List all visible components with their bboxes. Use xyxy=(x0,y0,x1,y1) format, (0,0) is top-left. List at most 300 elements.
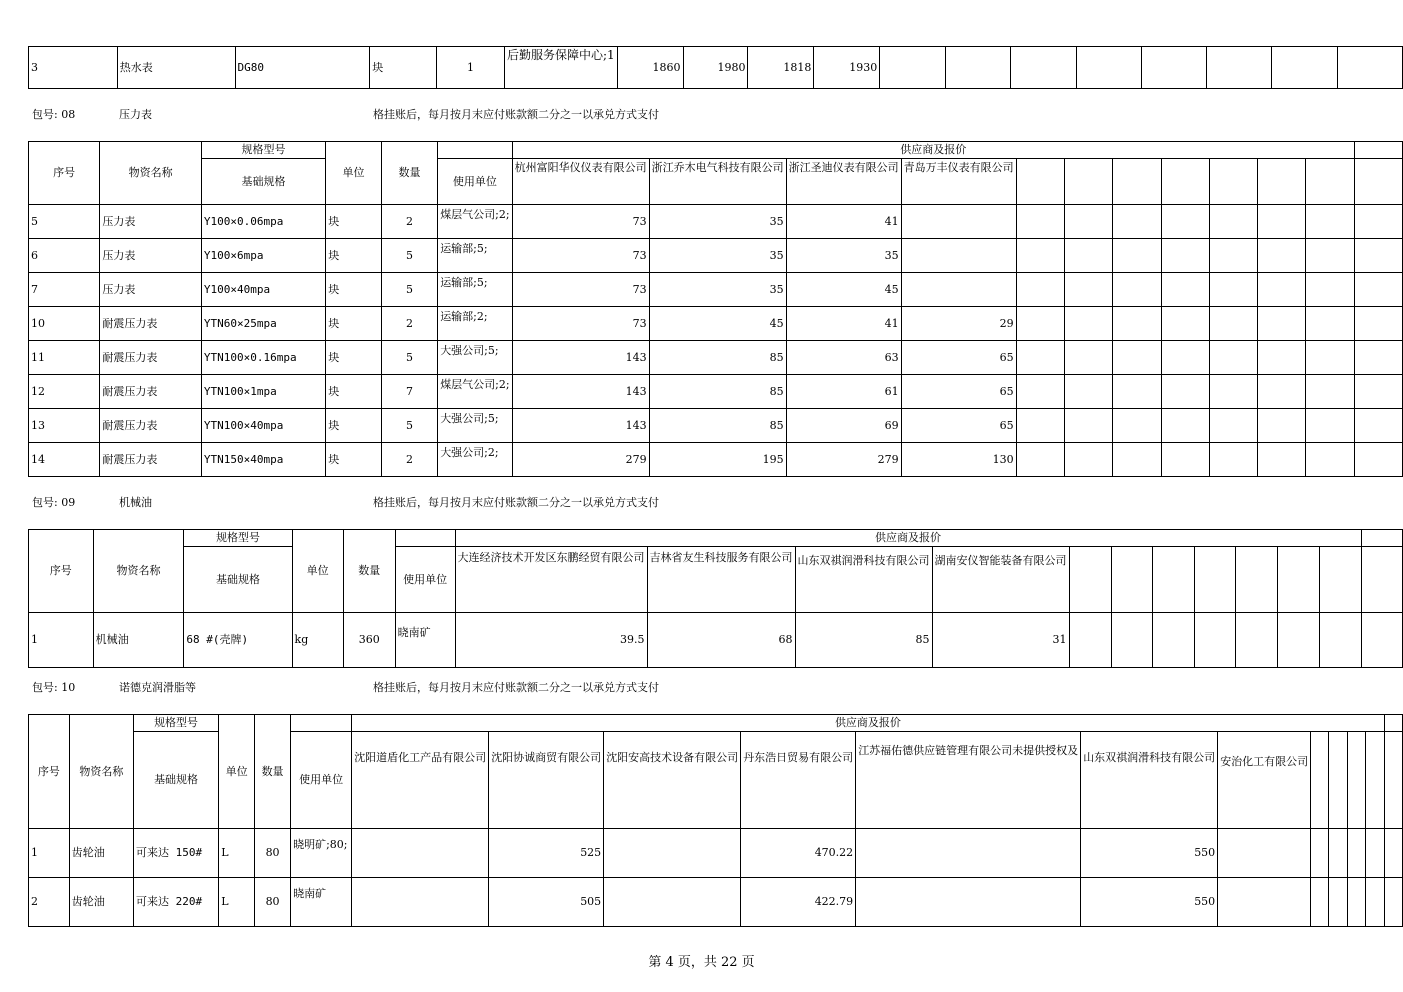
price-cell: 65 xyxy=(901,409,1016,443)
price-cell xyxy=(604,829,741,878)
name-cell: 压力表 xyxy=(100,273,202,307)
qty-cell: 5 xyxy=(381,341,437,375)
empty-cell xyxy=(1207,47,1272,89)
table-row xyxy=(29,341,1403,375)
price-cell xyxy=(901,239,1016,273)
supplier-name: 山东双祺润滑科技有限公司 xyxy=(797,554,930,567)
price-cell: 73 xyxy=(512,205,649,239)
empty-cell xyxy=(1236,547,1278,613)
use-cell xyxy=(438,205,512,239)
seq-cell: 1 xyxy=(29,613,94,668)
header-suppliers: 供应商及报价 xyxy=(512,142,1354,159)
qty-cell: 2 xyxy=(381,443,437,477)
empty-cell xyxy=(1258,273,1306,307)
price-cell xyxy=(1218,878,1311,927)
seq-cell: 7 xyxy=(29,273,100,307)
empty-cell xyxy=(1161,307,1209,341)
spec-cell: YTN100×1mpa xyxy=(201,375,325,409)
price-cell: 73 xyxy=(512,273,649,307)
use-cell xyxy=(438,273,512,307)
use-cell xyxy=(291,829,352,878)
use-text: 晓南矿 xyxy=(293,887,327,900)
price-cell: 130 xyxy=(901,443,1016,477)
seq-cell: 10 xyxy=(29,307,100,341)
price-cell: 65 xyxy=(901,375,1016,409)
unit-cell: 块 xyxy=(326,409,382,443)
package-label: 包号: 08 xyxy=(32,108,76,121)
empty-cell xyxy=(1113,307,1162,341)
empty-cell xyxy=(1354,341,1402,375)
unit-cell: L xyxy=(219,878,255,927)
empty-cell xyxy=(1306,239,1355,273)
header-spec-group: 规格型号 xyxy=(133,715,218,732)
empty-cell xyxy=(1278,547,1319,613)
price-cell xyxy=(352,878,489,927)
use-text: 晓南矿 xyxy=(397,626,431,639)
package-label: 包号: 10 xyxy=(32,681,76,694)
name-cell: 耐震压力表 xyxy=(100,375,202,409)
price-cell: 45 xyxy=(786,273,901,307)
empty-cell xyxy=(1258,375,1306,409)
page-footer: 第 4 页，共 22 页 xyxy=(648,955,755,970)
empty-cell xyxy=(1354,375,1402,409)
empty-cell xyxy=(1016,409,1065,443)
price-cell xyxy=(1218,829,1311,878)
seq-cell: 3 xyxy=(29,47,118,89)
package-09-body xyxy=(29,613,1403,668)
price-cell: 41 xyxy=(786,307,901,341)
supplier-name: 浙江乔木电气科技有限公司 xyxy=(651,160,784,174)
supplier-name-cell xyxy=(741,732,856,829)
supplier-name-cell xyxy=(856,732,1081,829)
use-text: 大强公司;2; xyxy=(440,445,499,459)
empty-cell xyxy=(1347,829,1365,878)
empty-cell xyxy=(1161,409,1209,443)
empty-cell xyxy=(1161,159,1209,205)
spec-cell: 可来达 220# xyxy=(133,878,218,927)
supplier-name-cell xyxy=(455,547,647,613)
empty-cell xyxy=(1209,409,1258,443)
empty-cell xyxy=(1384,878,1402,927)
qty-cell: 1 xyxy=(437,47,505,89)
header-spec-group: 规格型号 xyxy=(201,142,325,159)
empty-cell xyxy=(1016,443,1065,477)
empty-cell xyxy=(1194,547,1235,613)
qty-cell: 2 xyxy=(381,307,437,341)
empty-cell xyxy=(1161,341,1209,375)
empty-cell xyxy=(1366,878,1384,927)
empty-cell xyxy=(1065,307,1113,341)
empty-cell xyxy=(1065,273,1113,307)
empty-cell xyxy=(1384,829,1402,878)
price-cell: 1860 xyxy=(617,47,683,89)
price-cell: 35 xyxy=(786,239,901,273)
price-cell: 65 xyxy=(901,341,1016,375)
header-unit: 单位 xyxy=(326,142,382,205)
price-cell: 422.79 xyxy=(741,878,856,927)
empty-cell xyxy=(1065,341,1113,375)
empty-cell xyxy=(1306,375,1355,409)
price-cell xyxy=(856,829,1081,878)
empty-cell xyxy=(1361,547,1402,613)
price-cell xyxy=(856,878,1081,927)
supplier-name: 吉林省友生科技服务有限公司 xyxy=(649,551,793,564)
empty-cell xyxy=(1209,341,1258,375)
qty-cell: 5 xyxy=(381,273,437,307)
use-text: 晓明矿;80; xyxy=(293,838,348,851)
package-08-body xyxy=(29,205,1403,477)
package-title: 机械油 xyxy=(119,496,152,509)
use-cell xyxy=(438,307,512,341)
header-seq: 序号 xyxy=(29,530,94,613)
use-cell xyxy=(504,47,617,89)
empty-cell xyxy=(1354,443,1402,477)
empty-cell xyxy=(1010,47,1076,89)
seq-cell: 1 xyxy=(29,829,70,878)
price-cell: 35 xyxy=(649,239,786,273)
supplier-name-cell xyxy=(352,732,489,829)
empty-cell xyxy=(1311,878,1329,927)
table-row xyxy=(29,239,1403,273)
unit-cell: 块 xyxy=(326,375,382,409)
empty-cell xyxy=(1209,307,1258,341)
empty-cell xyxy=(1209,205,1258,239)
empty-cell xyxy=(1354,273,1402,307)
empty-cell xyxy=(1311,829,1329,878)
qty-cell: 7 xyxy=(381,375,437,409)
empty-cell xyxy=(1141,47,1207,89)
supplier-name: 沈阳安高技术设备有限公司 xyxy=(606,751,739,764)
empty-cell xyxy=(1016,159,1065,205)
table-row xyxy=(29,47,1403,89)
use-cell xyxy=(438,409,512,443)
empty-cell xyxy=(1338,47,1403,89)
empty-cell xyxy=(1152,613,1194,668)
table-row xyxy=(29,307,1403,341)
package-title: 压力表 xyxy=(119,108,152,121)
header-blank xyxy=(1384,715,1402,732)
empty-cell xyxy=(1113,409,1162,443)
spec-cell: DG80 xyxy=(235,47,370,89)
supplier-name-cell xyxy=(604,732,741,829)
empty-cell xyxy=(1306,273,1355,307)
price-cell xyxy=(901,205,1016,239)
unit-cell: 块 xyxy=(326,307,382,341)
payment-terms: 格挂账后，每月按月末应付账款额二分之一以承兑方式支付 xyxy=(373,108,659,121)
header-blank xyxy=(291,715,352,732)
header-suppliers: 供应商及报价 xyxy=(352,715,1385,732)
use-cell xyxy=(395,613,455,668)
header-spec: 基础规格 xyxy=(184,547,292,613)
empty-cell xyxy=(1306,443,1355,477)
empty-cell xyxy=(1258,159,1306,205)
empty-cell xyxy=(1354,409,1402,443)
payment-terms: 格挂账后，每月按月末应付账款额二分之一以承兑方式支付 xyxy=(373,681,659,694)
seq-cell: 11 xyxy=(29,341,100,375)
package-08-table xyxy=(28,141,1403,477)
header-suppliers: 供应商及报价 xyxy=(455,530,1361,547)
price-cell: 1818 xyxy=(748,47,814,89)
payment-terms: 格挂账后，每月按月末应付账款额二分之一以承兑方式支付 xyxy=(373,496,659,509)
supplier-name-cell xyxy=(647,547,795,613)
unit-cell: L xyxy=(219,829,255,878)
price-cell: 39.5 xyxy=(455,613,647,668)
empty-cell xyxy=(1384,732,1402,829)
use-text: 运输部;2; xyxy=(440,309,488,323)
header-row xyxy=(29,715,1403,732)
empty-cell xyxy=(1272,47,1338,89)
empty-cell xyxy=(1016,205,1065,239)
empty-cell xyxy=(1329,732,1347,829)
empty-cell xyxy=(1329,829,1347,878)
header-name: 物资名称 xyxy=(100,142,202,205)
table-row xyxy=(29,443,1403,477)
name-cell: 耐震压力表 xyxy=(100,307,202,341)
table-row xyxy=(29,375,1403,409)
use-cell xyxy=(438,239,512,273)
price-cell: 85 xyxy=(795,613,932,668)
empty-cell xyxy=(1258,409,1306,443)
empty-cell xyxy=(1258,307,1306,341)
qty-cell: 360 xyxy=(343,613,395,668)
qty-cell: 2 xyxy=(381,205,437,239)
supplier-name-cell xyxy=(489,732,604,829)
empty-cell xyxy=(1016,375,1065,409)
spec-cell: YTN100×0.16mpa xyxy=(201,341,325,375)
header-seq: 序号 xyxy=(29,715,70,829)
header-use: 使用单位 xyxy=(395,547,455,613)
empty-cell xyxy=(1329,878,1347,927)
price-cell: 35 xyxy=(649,273,786,307)
header-blank xyxy=(1354,142,1402,159)
price-cell: 85 xyxy=(649,409,786,443)
empty-cell xyxy=(1161,239,1209,273)
header-spec-group: 规格型号 xyxy=(184,530,292,547)
empty-cell xyxy=(1306,409,1355,443)
supplier-name: 沈阳协诚商贸有限公司 xyxy=(491,751,602,764)
package-label: 包号: 09 xyxy=(32,496,76,509)
empty-cell xyxy=(1111,547,1152,613)
empty-cell xyxy=(1209,375,1258,409)
use-text: 后勤服务保障中心;1 xyxy=(506,47,615,62)
empty-cell xyxy=(1347,732,1365,829)
supplier-name: 江苏福佑德供应链管理有限公司未提供授权及 xyxy=(858,744,1079,757)
empty-cell xyxy=(1311,732,1329,829)
use-text: 运输部;5; xyxy=(440,275,488,289)
price-cell: 470.22 xyxy=(741,829,856,878)
empty-cell xyxy=(1194,613,1235,668)
unit-cell: 块 xyxy=(326,239,382,273)
empty-cell xyxy=(1209,273,1258,307)
seq-cell: 12 xyxy=(29,375,100,409)
price-cell xyxy=(604,878,741,927)
name-cell: 齿轮油 xyxy=(69,878,133,927)
empty-cell xyxy=(1069,613,1111,668)
empty-cell xyxy=(1354,307,1402,341)
header-unit: 单位 xyxy=(219,715,255,829)
table-row xyxy=(29,878,1403,927)
supplier-name: 安治化工有限公司 xyxy=(1220,755,1309,768)
supplier-name-cell xyxy=(901,159,1016,205)
empty-cell xyxy=(1278,613,1319,668)
price-cell: 41 xyxy=(786,205,901,239)
name-cell: 耐震压力表 xyxy=(100,341,202,375)
price-cell: 143 xyxy=(512,341,649,375)
empty-cell xyxy=(1161,273,1209,307)
empty-cell xyxy=(1016,239,1065,273)
seq-cell: 13 xyxy=(29,409,100,443)
empty-cell xyxy=(1113,159,1162,205)
empty-cell xyxy=(1306,205,1355,239)
price-cell xyxy=(901,273,1016,307)
use-cell xyxy=(438,375,512,409)
use-text: 大强公司;5; xyxy=(440,411,499,425)
price-cell: 143 xyxy=(512,375,649,409)
qty-cell: 80 xyxy=(255,829,291,878)
use-cell xyxy=(291,878,352,927)
unit-cell: 块 xyxy=(326,443,382,477)
price-cell: 505 xyxy=(489,878,604,927)
empty-cell xyxy=(1361,613,1402,668)
header-row xyxy=(29,142,1403,159)
header-blank xyxy=(438,142,512,159)
empty-cell xyxy=(1065,239,1113,273)
price-cell: 85 xyxy=(649,341,786,375)
qty-cell: 80 xyxy=(255,878,291,927)
price-cell: 1930 xyxy=(814,47,880,89)
header-use: 使用单位 xyxy=(438,159,512,205)
supplier-name: 浙江圣迪仪表有限公司 xyxy=(788,160,899,174)
empty-cell xyxy=(1354,159,1402,205)
unit-cell: kg xyxy=(292,613,343,668)
header-qty: 数量 xyxy=(343,530,395,613)
price-cell xyxy=(352,829,489,878)
seq-cell: 2 xyxy=(29,878,70,927)
price-cell: 61 xyxy=(786,375,901,409)
empty-cell xyxy=(1161,443,1209,477)
empty-cell xyxy=(1306,307,1355,341)
package-10-table xyxy=(28,714,1403,927)
header-name: 物资名称 xyxy=(93,530,184,613)
package-title: 诺德克润滑脂等 xyxy=(119,681,196,694)
empty-cell xyxy=(1065,443,1113,477)
header-row xyxy=(29,530,1403,547)
supplier-name: 湖南安仪智能装备有限公司 xyxy=(934,554,1067,567)
use-cell xyxy=(438,341,512,375)
header-name: 物资名称 xyxy=(69,715,133,829)
supplier-name: 沈阳道盾化工产品有限公司 xyxy=(354,751,487,764)
empty-cell xyxy=(1161,375,1209,409)
spec-cell: 可来达 150# xyxy=(133,829,218,878)
spec-cell: YTN150×40mpa xyxy=(201,443,325,477)
supplier-name-cell xyxy=(786,159,901,205)
spec-cell: 68 #(壳牌) xyxy=(184,613,292,668)
supplier-name: 杭州富阳华仪仪表有限公司 xyxy=(514,160,647,174)
empty-cell xyxy=(1347,878,1365,927)
supplier-name-cell xyxy=(932,547,1069,613)
supplier-name: 丹东浩日贸易有限公司 xyxy=(743,751,854,764)
table-row xyxy=(29,409,1403,443)
header-unit: 单位 xyxy=(292,530,343,613)
price-cell: 73 xyxy=(512,307,649,341)
price-cell: 69 xyxy=(786,409,901,443)
empty-cell xyxy=(1113,239,1162,273)
use-text: 煤层气公司;2; xyxy=(440,377,510,391)
empty-cell xyxy=(1258,205,1306,239)
empty-cell xyxy=(1209,443,1258,477)
name-cell: 耐震压力表 xyxy=(100,443,202,477)
price-cell: 45 xyxy=(649,307,786,341)
header-qty: 数量 xyxy=(381,142,437,205)
empty-cell xyxy=(880,47,946,89)
price-cell: 279 xyxy=(512,443,649,477)
empty-cell xyxy=(1236,613,1278,668)
empty-cell xyxy=(1366,829,1384,878)
name-cell: 热水表 xyxy=(117,47,235,89)
use-text: 运输部;5; xyxy=(440,241,488,255)
supplier-name: 山东双祺润滑科技有限公司 xyxy=(1083,751,1216,764)
seq-cell: 14 xyxy=(29,443,100,477)
spec-cell: Y100×6mpa xyxy=(201,239,325,273)
unit-cell: 块 xyxy=(326,341,382,375)
name-cell: 机械油 xyxy=(93,613,184,668)
header-row xyxy=(29,159,1403,205)
empty-cell xyxy=(1354,239,1402,273)
table-row xyxy=(29,829,1403,878)
empty-cell xyxy=(1113,443,1162,477)
empty-cell xyxy=(1152,547,1194,613)
empty-cell xyxy=(1076,47,1141,89)
seq-cell: 6 xyxy=(29,239,100,273)
empty-cell xyxy=(1258,443,1306,477)
unit-cell: 块 xyxy=(326,205,382,239)
empty-cell xyxy=(1209,239,1258,273)
seq-cell: 5 xyxy=(29,205,100,239)
header-qty: 数量 xyxy=(255,715,291,829)
package-10-body xyxy=(29,829,1403,927)
price-cell: 550 xyxy=(1081,829,1218,878)
spec-cell: YTN100×40mpa xyxy=(201,409,325,443)
empty-cell xyxy=(1111,613,1152,668)
use-cell xyxy=(438,443,512,477)
empty-cell xyxy=(1209,159,1258,205)
qty-cell: 5 xyxy=(381,239,437,273)
supplier-name-cell xyxy=(795,547,932,613)
empty-cell xyxy=(1306,159,1355,205)
header-use: 使用单位 xyxy=(291,732,352,829)
name-cell: 压力表 xyxy=(100,239,202,273)
price-cell: 29 xyxy=(901,307,1016,341)
price-cell: 279 xyxy=(786,443,901,477)
header-blank xyxy=(395,530,455,547)
empty-cell xyxy=(1319,547,1361,613)
empty-cell xyxy=(1113,273,1162,307)
empty-cell xyxy=(1065,409,1113,443)
empty-cell xyxy=(1113,341,1162,375)
price-cell: 31 xyxy=(932,613,1069,668)
header-blank xyxy=(1361,530,1402,547)
empty-cell xyxy=(1161,205,1209,239)
supplier-name-cell xyxy=(512,159,649,205)
empty-cell xyxy=(1069,547,1111,613)
name-cell: 耐震压力表 xyxy=(100,409,202,443)
header-seq: 序号 xyxy=(29,142,100,205)
empty-cell xyxy=(1016,307,1065,341)
qty-cell: 5 xyxy=(381,409,437,443)
empty-cell xyxy=(1113,205,1162,239)
unit-cell: 块 xyxy=(370,47,437,89)
empty-cell xyxy=(946,47,1011,89)
